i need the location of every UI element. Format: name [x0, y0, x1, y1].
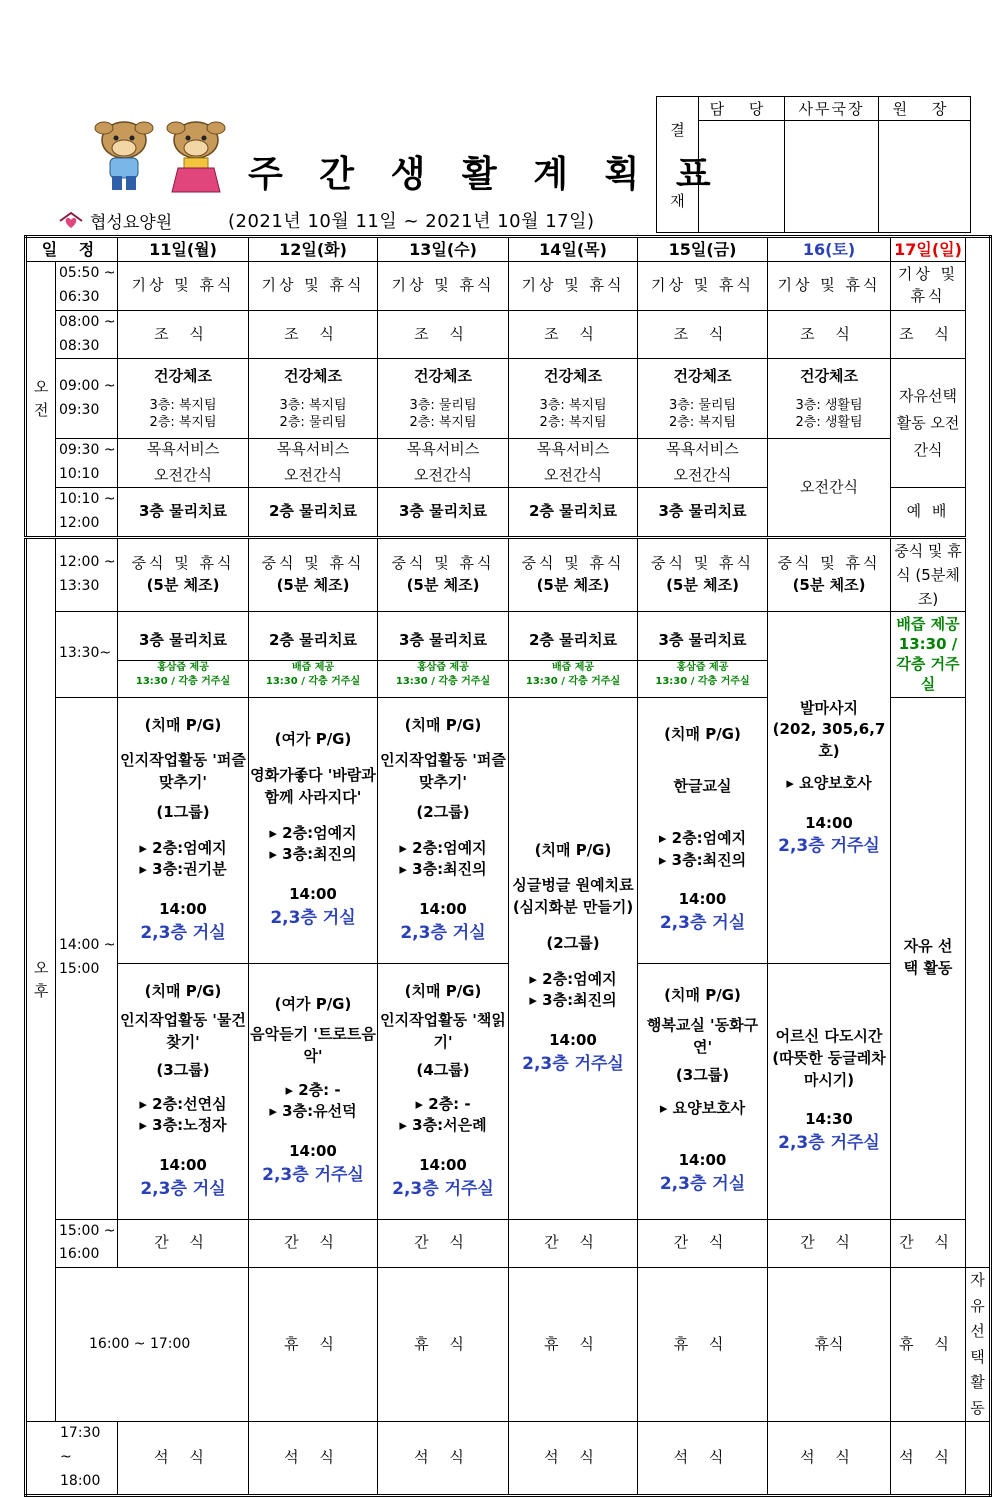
approval-col-director: 원 장: [879, 97, 971, 121]
activity-cell: 기상 및 휴식: [249, 262, 378, 311]
activity-cell: 건강체조 3층: 복지팀 2층: 물리팀: [249, 359, 378, 439]
activity-cell: 휴 식: [378, 1268, 509, 1422]
activity-cell: 조 식: [249, 310, 378, 359]
activity-cell: 석 식: [118, 1422, 249, 1495]
activity-cell: 기상 및 휴식: [768, 262, 891, 311]
activity-cell: 건강체조 3층: 복지팀 2층: 복지팀: [118, 359, 249, 439]
day-label: 일 정: [26, 237, 118, 262]
signature-box: [699, 121, 785, 233]
approval-label: 결 재: [657, 97, 699, 233]
time-cell: 17:30 ~ 18:00: [26, 1422, 118, 1495]
activity-cell: 조 식: [118, 310, 249, 359]
time-cell: 13:30~: [56, 611, 118, 697]
day-header: 13일(수): [378, 237, 509, 262]
activity-cell: 휴식: [768, 1268, 891, 1422]
activity-cell: 석 식: [891, 1422, 966, 1495]
activity-cell: 2층 물리치료: [249, 487, 378, 537]
activity-cell: 간 식: [891, 1219, 966, 1268]
time-cell: 09:00 ~ 09:30: [56, 359, 118, 439]
activity-cell: 간 식: [118, 1219, 249, 1268]
activity-cell: 조 식: [768, 310, 891, 359]
day-header-sun: 17일(일): [891, 237, 966, 262]
activity-cell: 석 식: [509, 1422, 638, 1495]
program-cell: (치매 P/G) 인지작업활동 '책읽기' (4그룹) ▸ 2층: - ▸ 3층:서은례 14:00 2,3층 거주실: [378, 963, 509, 1219]
sun-juice: 배즙 제공 13:30 / 각층 거주실: [891, 611, 966, 697]
approval-box: [656, 96, 971, 233]
approval-col-secretary: 사무국장: [785, 97, 879, 121]
activity-cell: 석 식: [249, 1422, 378, 1495]
document-header: [0, 0, 992, 236]
row-dinner: [26, 1422, 991, 1495]
time-cell: 08:00 ~ 08:30: [56, 310, 118, 359]
approval-col-manager: 담 당: [699, 97, 785, 121]
activity-cell: 건강체조 3층: 생활팀 2층: 생활팀: [768, 359, 891, 439]
activity-cell: 기상 및 휴식: [891, 262, 966, 311]
program-cell: (여가 P/G) 음악듣기 '트로트음악' ▸ 2층: - ▸ 3층:유선덕 14:00 2,3층 거주실: [249, 963, 378, 1219]
time-cell: 12:00 ~ 13:30: [56, 537, 118, 611]
sun-free-activity: 자유 선택 활동: [891, 697, 966, 1219]
header-row: [26, 237, 991, 262]
program-cell: (치매 P/G) 인지작업활동 '퍼즐맞추기' (1그룹) ▸ 2층:엄예지 ▸ 3층:권기분 14:00 2,3층 거실: [118, 697, 249, 963]
activity-cell: 건강체조 3층: 물리팀 2층: 복지팀: [378, 359, 509, 439]
activity-cell: 목욕서비스 오전간식: [118, 439, 249, 488]
activity-cell: 건강체조 3층: 물리팀 2층: 복지팀: [638, 359, 768, 439]
activity-cell: 건강체조 3층: 복지팀 2층: 복지팀: [509, 359, 638, 439]
activity-cell: 기상 및 휴식: [509, 262, 638, 311]
program-cell: (치매 P/G) 행복교실 '동화구연' (3그룹) ▸ 요양보호사 14:00 2,3층 거실: [638, 963, 768, 1219]
activity-cell: 자유선택 활동 오전간식: [891, 359, 966, 488]
org-name: [58, 208, 172, 233]
activity-cell: 중식 및 휴식 (5분 체조): [378, 537, 509, 611]
activity-cell: 휴 식: [891, 1268, 966, 1422]
row-exercise: [26, 359, 991, 439]
program-cell-thu: (치매 P/G) 싱글벙글 원예치료 (심지화분 만들기) (2그룹) ▸ 2층:엄예지 ▸ 3층:최진의 14:00 2,3층 거주실: [509, 697, 638, 1219]
activity-cell: 조 식: [638, 310, 768, 359]
day-header-sat: 16(토): [768, 237, 891, 262]
activity-cell: 간 식: [249, 1219, 378, 1268]
activity-cell: 3층 물리치료: [118, 487, 249, 537]
weekly-schedule-table: [24, 235, 992, 1497]
activity-cell: 목욕서비스 오전간식: [638, 439, 768, 488]
activity-cell: 3층 물리치료: [378, 487, 509, 537]
signature-box: [785, 121, 879, 233]
activity-cell: 중식 및 휴식 (5분 체조): [768, 537, 891, 611]
row-snack: [26, 1219, 991, 1268]
activity-cell: 3층 물리치료 홍삼즙 제공 13:30 / 각층 거주실: [118, 611, 249, 697]
activity-cell: 2층 물리치료 배즙 제공 13:30 / 각층 거주실: [509, 611, 638, 697]
activity-cell: 조 식: [509, 310, 638, 359]
program-cell: (치매 P/G) 인지작업활동 '물건찾기' (3그룹) ▸ 2층:선연심 ▸ 3층:노정자 14:00 2,3층 거실: [118, 963, 249, 1219]
activity-cell: 간 식: [768, 1219, 891, 1268]
row-wake: [26, 262, 991, 311]
activity-cell: 휴 식: [638, 1268, 768, 1422]
day-header: 11일(월): [118, 237, 249, 262]
page-title: 주 간 생 활 계 획 표: [248, 154, 723, 195]
activity-cell: 목욕서비스 오전간식: [249, 439, 378, 488]
am-label: 오 전: [26, 262, 56, 537]
program-cell: (치매 P/G) 인지작업활동 '퍼즐맞추기' (2그룹) ▸ 2층:엄예지 ▸ 3층:최진의 14:00 2,3층 거실: [378, 697, 509, 963]
activity-cell: 조 식: [891, 310, 966, 359]
activity-cell: 목욕서비스 오전간식: [509, 439, 638, 488]
time-cell: 16:00 ~ 17:00: [56, 1268, 249, 1422]
activity-cell: 중식 및 휴식 (5분 체조): [118, 537, 249, 611]
row-bath: [26, 439, 991, 488]
time-cell: 15:00 ~ 16:00: [56, 1219, 118, 1268]
activity-cell: 기상 및 휴식: [118, 262, 249, 311]
row-lunch: [26, 537, 991, 611]
activity-cell: 2층 물리치료: [509, 487, 638, 537]
activity-cell: 석 식: [378, 1422, 509, 1495]
day-header: 12일(화): [249, 237, 378, 262]
signature-box: [879, 121, 971, 233]
activity-cell: 중식 및 휴식 (5분 체조): [509, 537, 638, 611]
activity-cell: 조 식: [378, 310, 509, 359]
activity-cell: 중식 및 휴식 (5분체조): [891, 537, 966, 611]
activity-cell: 3층 물리치료 홍삼즙 제공 13:30 / 각층 거주실: [638, 611, 768, 697]
sat-foot-massage: 발마사지 (202, 305,6,7호) ▸ 요양보호사 14:00 2,3층 거주실: [768, 611, 891, 963]
activity-cell: 간 식: [509, 1219, 638, 1268]
activity-cell: 중식 및 휴식 (5분 체조): [249, 537, 378, 611]
time-cell: 10:10 ~ 12:00: [56, 487, 118, 537]
row-program-2: [26, 963, 991, 1219]
activity-cell: 3층 물리치료 홍삼즙 제공 13:30 / 각층 거주실: [378, 611, 509, 697]
day-header: 14일(목): [509, 237, 638, 262]
activity-cell: 기상 및 휴식: [378, 262, 509, 311]
activity-cell: 자유선택 활동: [966, 1268, 991, 1422]
activity-cell: 간 식: [378, 1219, 509, 1268]
row-rest: [26, 1268, 991, 1422]
row-breakfast: [26, 310, 991, 359]
activity-cell: 오전간식: [768, 439, 891, 537]
activity-cell: 2층 물리치료 배즙 제공 13:30 / 각층 거주실: [249, 611, 378, 697]
row-afternoon-physio: [26, 611, 991, 697]
activity-cell: 휴 식: [249, 1268, 378, 1422]
program-cell: (여가 P/G) 영화가좋다 '바람과 함께 사라지다' ▸ 2층:엄예지 ▸ 3층:최진의 14:00 2,3층 거실: [249, 697, 378, 963]
activity-cell: 간 식: [638, 1219, 768, 1268]
heart-house-icon: [58, 211, 84, 231]
org-label: 협성요양원: [90, 213, 173, 233]
activity-cell: 예 배: [891, 487, 966, 537]
time-cell: 14:00 ~ 15:00: [56, 697, 118, 1219]
activity-cell: 휴 식: [509, 1268, 638, 1422]
time-cell: 05:50 ~ 06:30: [56, 262, 118, 311]
pm-label: 오 후: [26, 537, 56, 1422]
activity-cell: 중식 및 휴식 (5분 체조): [638, 537, 768, 611]
time-cell: 09:30 ~ 10:10: [56, 439, 118, 488]
activity-cell: 석 식: [768, 1422, 891, 1495]
day-header: 15일(금): [638, 237, 768, 262]
activity-cell: 석 식: [638, 1422, 768, 1495]
activity-cell: 목욕서비스 오전간식: [378, 439, 509, 488]
calf-mascot-icon: [92, 112, 230, 194]
schedule-period: (2021년 10월 11일 ~ 2021년 10월 17일): [228, 211, 595, 232]
activity-cell: 3층 물리치료: [638, 487, 768, 537]
activity-cell: 기상 및 휴식: [638, 262, 768, 311]
sat-teatime: 어르신 다도시간 (따뜻한 둥글레차 마시기) 14:30 2,3층 거주실: [768, 963, 891, 1219]
program-cell: (치매 P/G) 한글교실 ▸ 2층:엄예지 ▸ 3층:최진의 14:00 2,3층 거실: [638, 697, 768, 963]
